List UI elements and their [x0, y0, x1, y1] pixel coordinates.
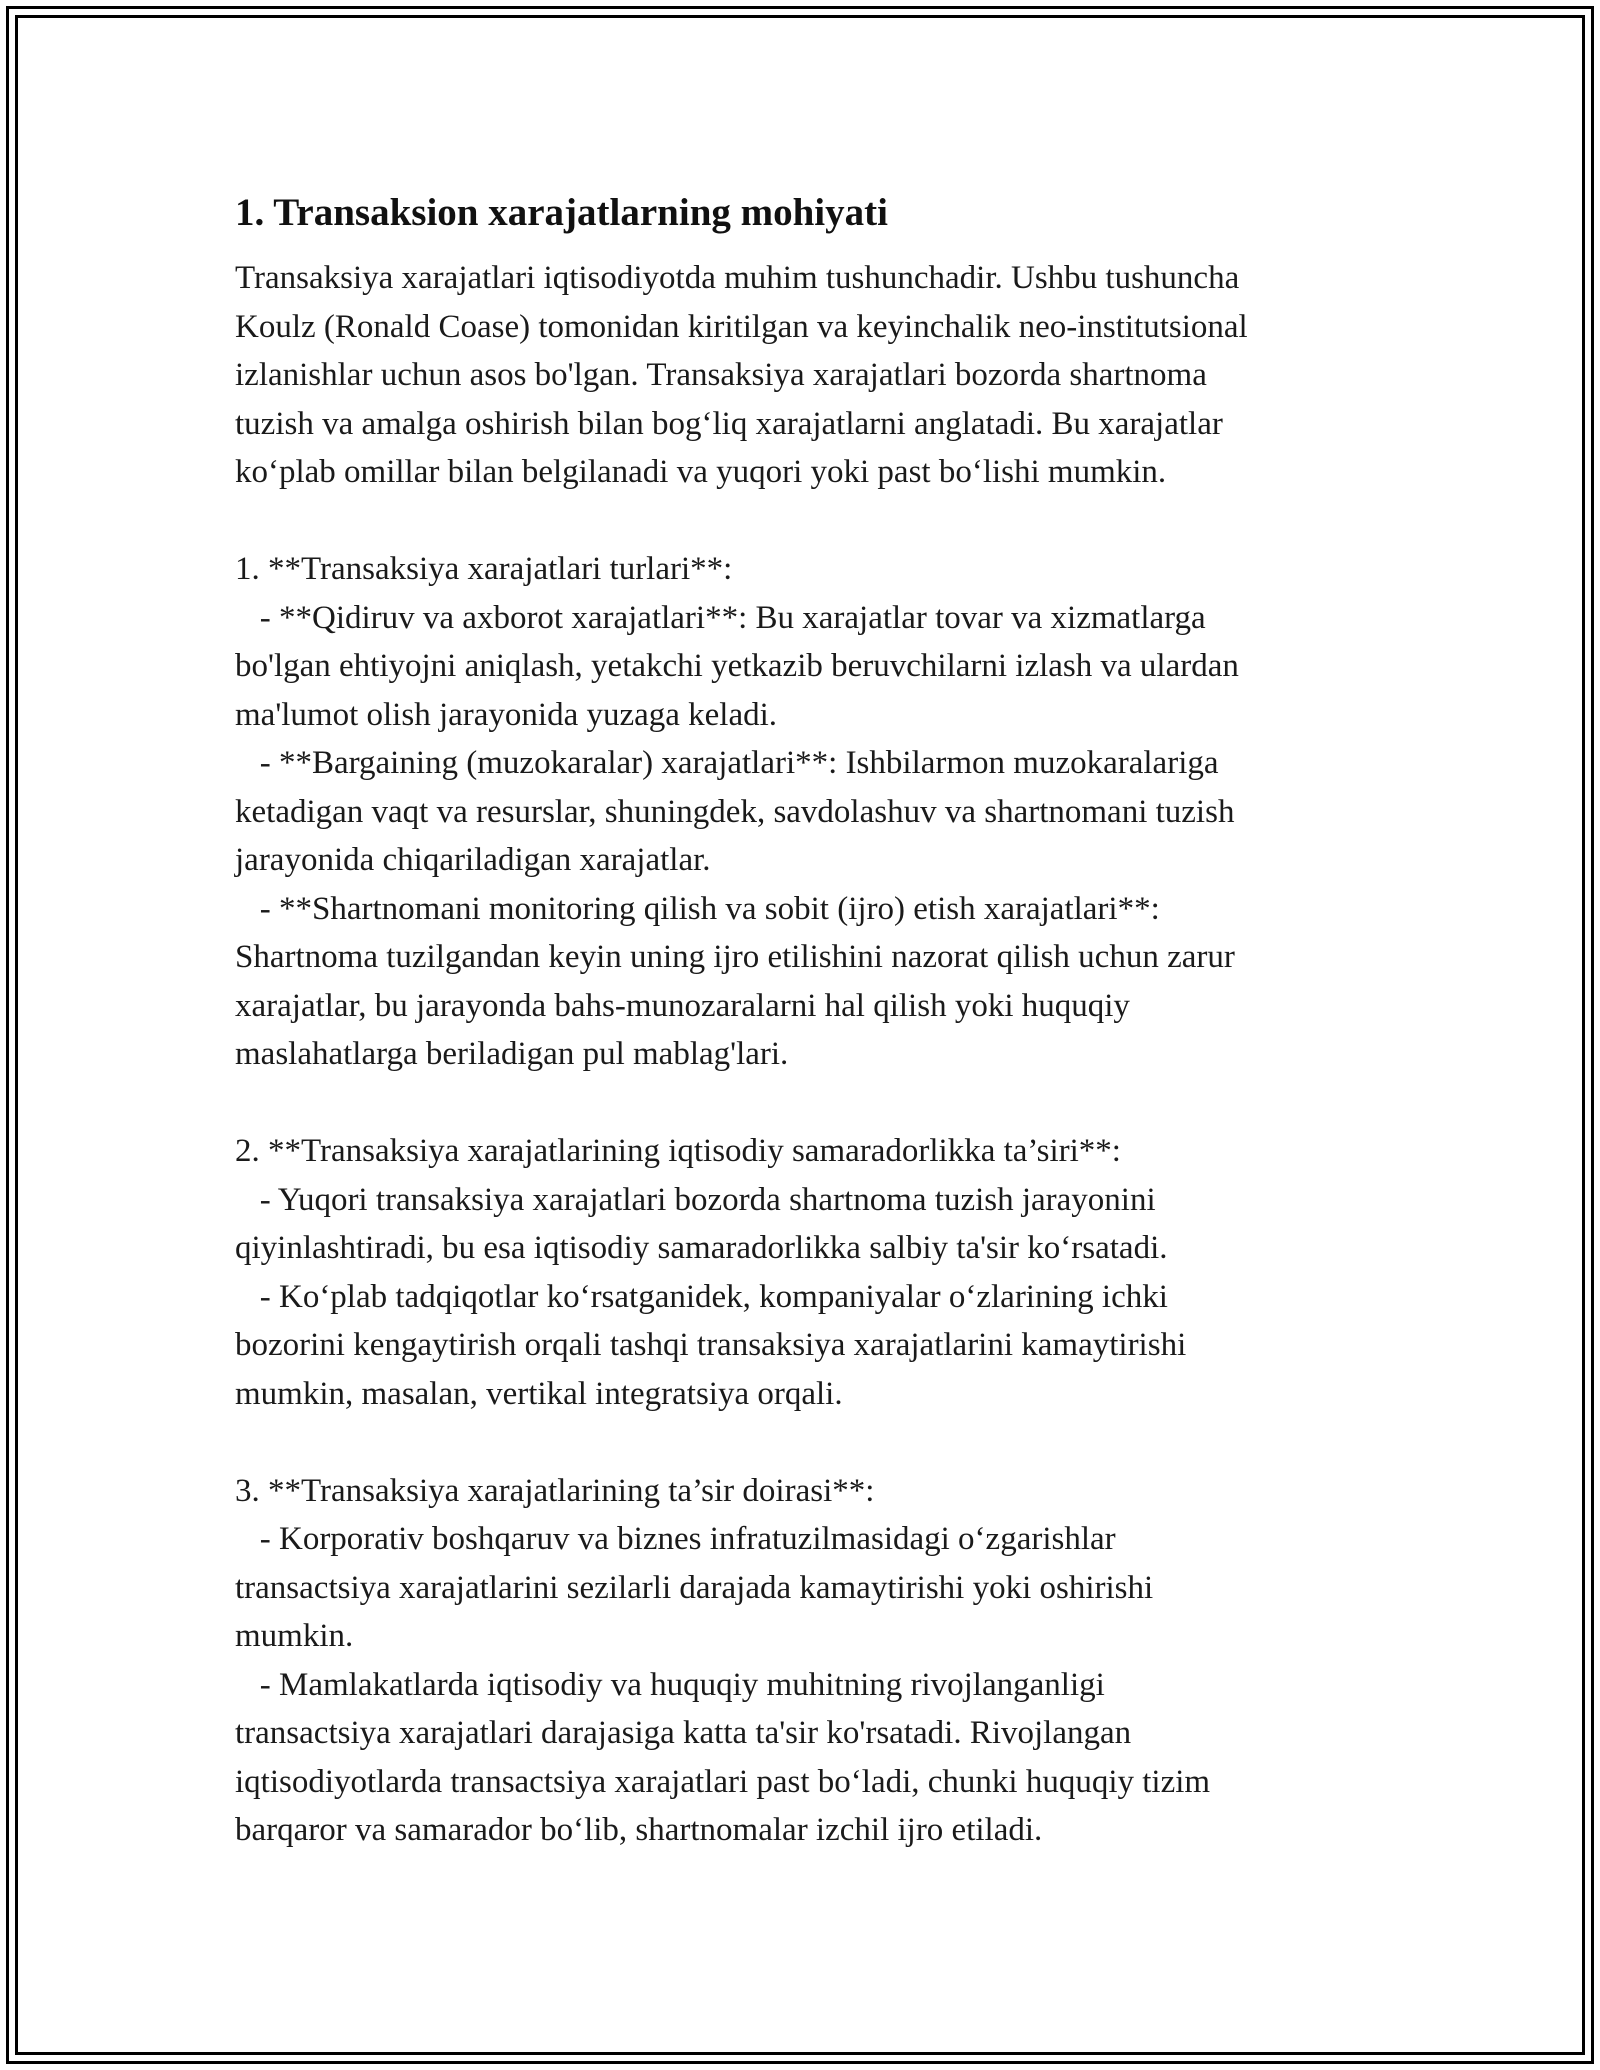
document-body	[235, 186, 1385, 1855]
text-line: transactsiya xarajatlarini sezilarli darajada kamaytirishi yoki oshirishi	[235, 1569, 1154, 1606]
text-line: 1. **Transaksiya xarajatlari turlari**:	[235, 551, 733, 587]
text-line: ko‘plab omillar bilan belgilanadi va yuqori yoki past bo‘lishi mumkin.	[235, 454, 1167, 490]
text-line: - **Bargaining (muzokaralar) xarajatlari**: Ishbilarmon muzokaralariga	[235, 745, 1219, 781]
text-line	[235, 1079, 1385, 1128]
text-line: bo'lgan ehtiyojni aniqlash, yetakchi yetkazib beruvchilarni izlash va ulardan	[235, 648, 1239, 684]
text-line: - Korporativ boshqaruv va biznes infratuzilmasidagi o‘zgarishlar	[235, 1521, 1116, 1557]
text-line: tuzish va amalga oshirish bilan bog‘liq xarajatlarni anglatadi. Bu xarajatlar	[235, 405, 1223, 442]
text-line: Koulz (Ronald Coase) tomonidan kiritilgan va keyinchalik neo-institutsional	[235, 308, 1248, 345]
text-line: maslahatlarga beriladigan pul mablag'lari.	[235, 1036, 789, 1072]
text-line: - **Shartnomani monitoring qilish va sobit (ijro) etish xarajatlari**:	[235, 890, 1160, 927]
text-line: - Ko‘plab tadqiqotlar ko‘rsatganidek, kompaniyalar o‘zlarining ichki	[235, 1278, 1168, 1315]
section-heading: 1. Transaksion xarajatlarning mohiyati	[235, 191, 888, 234]
text-line: ma'lumot olish jarayonida yuzaga keladi.	[235, 696, 778, 733]
text-line: Shartnoma tuzilgandan keyin uning ijro etilishini nazorat qilish uchun zarur	[235, 939, 1235, 975]
text-line: iqtisodiyotlarda transactsiya xarajatlari past bo‘ladi, chunki huquqiy tizim	[235, 1763, 1211, 1800]
text-line: 3. **Transaksiya xarajatlarining ta’sir doirasi**:	[235, 1472, 875, 1509]
text-line: mumkin, masalan, vertikal integratsiya orqali.	[235, 1375, 843, 1412]
text-line: - Mamlakatlarda iqtisodiy va huquqiy muhitning rivojlanganligi	[235, 1666, 1105, 1703]
text-line	[235, 497, 1385, 546]
text-line: ketadigan vaqt va resurslar, shuningdek, savdolashuv va shartnomani tuzish	[235, 793, 1235, 830]
text-line: mumkin.	[235, 1618, 354, 1654]
body-text	[235, 254, 1385, 1855]
text-line: qiyinlashtiradi, bu esa iqtisodiy samaradorlikka salbiy ta'sir ko‘rsatadi.	[235, 1230, 1168, 1266]
text-line: transactsiya xarajatlari darajasiga katta ta'sir ko'rsatadi. Rivojlangan	[235, 1715, 1132, 1751]
text-line: xarajatlar, bu jarayonda bahs-munozaralarni hal qilish yoki huquqiy	[235, 987, 1130, 1024]
text-line: - Yuqori transaksiya xarajatlari bozorda shartnoma tuzish jarayonini	[235, 1181, 1156, 1218]
text-line	[235, 1418, 1385, 1467]
text-line: Transaksiya xarajatlari iqtisodiyotda muhim tushunchadir. Ushbu tushuncha	[235, 260, 1240, 296]
text-line: bozorini kengaytirish orqali tashqi transaksiya xarajatlarini kamaytirishi	[235, 1327, 1187, 1363]
text-line: 2. **Transaksiya xarajatlarining iqtisodiy samaradorlikka ta’siri**:	[235, 1133, 1121, 1169]
text-line: barqaror va samarador bo‘lib, shartnomalar izchil ijro etiladi.	[235, 1812, 1043, 1848]
text-line: izlanishlar uchun asos bo'lgan. Transaksiya xarajatlari bozorda shartnoma	[235, 357, 1207, 393]
text-line: jarayonida chiqariladigan xarajatlar.	[235, 842, 711, 878]
text-line: - **Qidiruv va axborot xarajatlari**: Bu xarajatlar tovar va xizmatlarga	[235, 599, 1206, 636]
